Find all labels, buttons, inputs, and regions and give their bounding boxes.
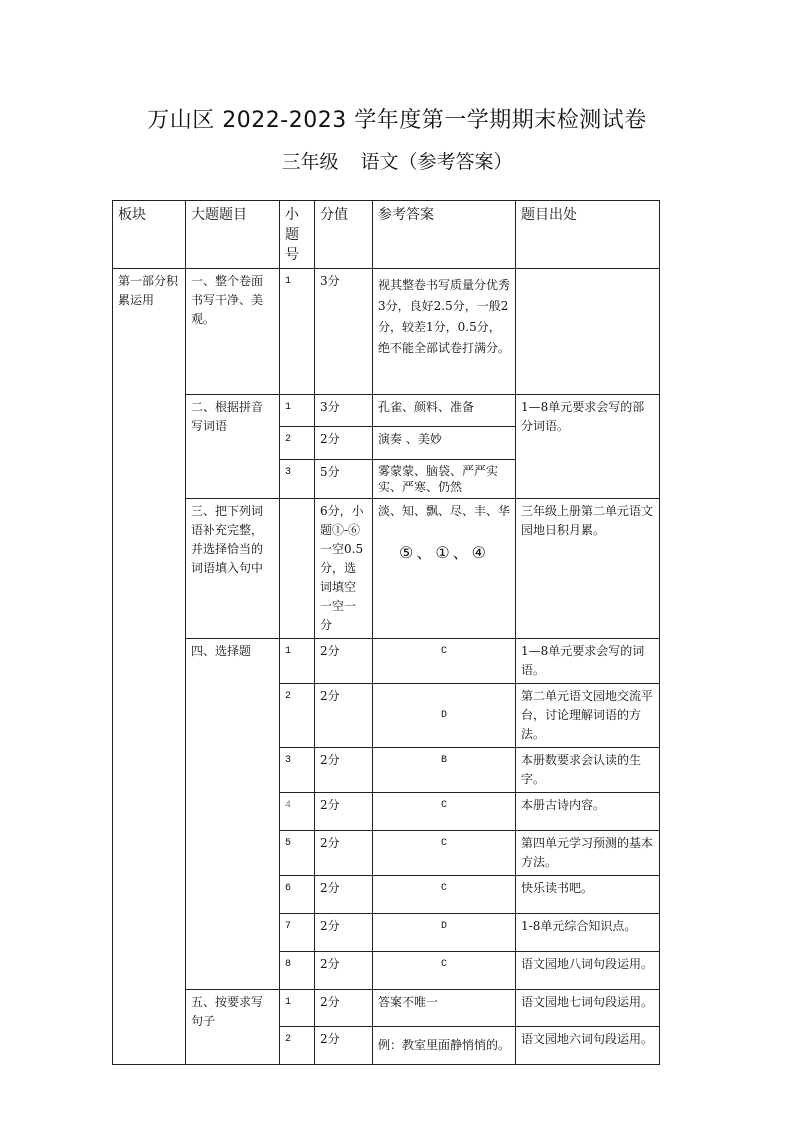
subnumber-cell: 1 bbox=[280, 269, 315, 395]
subnumber-cell: 1 bbox=[280, 639, 315, 684]
answer-cell bbox=[373, 499, 516, 639]
subnumber-cell: 3 bbox=[280, 460, 315, 499]
header-answer: 参考答案 bbox=[373, 201, 516, 269]
header-source: 题目出处 bbox=[516, 201, 660, 269]
score-cell: 6分，小题①-⑥一空0.5分，选词填空一空一分 bbox=[315, 499, 373, 639]
source-cell: 快乐读书吧。 bbox=[516, 876, 660, 914]
answer-cell: B bbox=[373, 748, 516, 793]
header-section: 板块 bbox=[113, 201, 186, 269]
answer-cell: C bbox=[373, 831, 516, 876]
subnumber-cell: 3 bbox=[280, 748, 315, 793]
question-title: 四、选择题 bbox=[186, 639, 280, 990]
header-subnumber: 小题号 bbox=[280, 201, 315, 269]
subnumber-cell: 8 bbox=[280, 952, 315, 990]
source-cell: 第二单元语文园地交流平台，讨论理解词语的方法。 bbox=[516, 684, 660, 748]
answer-line-1: 淡、知、飘、尽、丰、华 bbox=[378, 504, 511, 518]
grade-label: 三年级 bbox=[281, 151, 339, 173]
header-score: 分值 bbox=[315, 201, 373, 269]
score-cell: 2分 bbox=[315, 427, 373, 460]
score-cell: 2分 bbox=[315, 748, 373, 793]
table-header-row bbox=[113, 201, 660, 269]
answer-cell: 视其整卷书写质量分优秀3分，良好2.5分，一般2分，较差1分，0.5分，绝不能全部试卷打满分。 bbox=[373, 269, 516, 395]
score-cell: 2分 bbox=[315, 1027, 373, 1065]
document-subtitle bbox=[0, 147, 794, 174]
answer-cell: C bbox=[373, 876, 516, 914]
answer-line-2: ⑤、①、④ bbox=[398, 543, 490, 562]
table-row bbox=[113, 499, 660, 639]
source-cell: 三年级上册第二单元语文园地日积月累。 bbox=[516, 499, 660, 639]
source-cell: 语文园地六词句段运用。 bbox=[516, 1027, 660, 1065]
subnumber-cell: 5 bbox=[280, 831, 315, 876]
score-cell: 2分 bbox=[315, 914, 373, 952]
answer-cell: D bbox=[373, 684, 516, 748]
score-cell: 3分 bbox=[315, 269, 373, 395]
answer-cell: 孔雀、颜料、准备 bbox=[373, 395, 516, 427]
section-cell: 第一部分积累运用 bbox=[113, 269, 186, 1065]
subnumber-cell: 2 bbox=[280, 684, 315, 748]
subnumber-cell bbox=[280, 499, 315, 639]
question-title: 二、根据拼音写词语 bbox=[186, 395, 280, 499]
subnumber-cell: 1 bbox=[280, 395, 315, 427]
source-cell: 1-8单元综合知识点。 bbox=[516, 914, 660, 952]
source-cell: 语文园地八词句段运用。 bbox=[516, 952, 660, 990]
table-row bbox=[113, 269, 660, 395]
score-cell: 5分 bbox=[315, 460, 373, 499]
question-title: 三、把下列词语补充完整，并选择恰当的词语填入句中 bbox=[186, 499, 280, 639]
source-cell: 本册古诗内容。 bbox=[516, 793, 660, 831]
source-cell bbox=[516, 269, 660, 395]
question-title: 一、整个卷面书写干净、美观。 bbox=[186, 269, 280, 395]
score-cell: 2分 bbox=[315, 952, 373, 990]
answer-cell: 例：教室里面静悄悄的。 bbox=[373, 1027, 516, 1065]
subject-label: 语文（参考答案） bbox=[360, 151, 513, 173]
answer-table bbox=[112, 200, 660, 1065]
score-cell: 2分 bbox=[315, 684, 373, 748]
answer-cell: 演奏 、美妙 bbox=[373, 427, 516, 460]
table-row bbox=[113, 639, 660, 684]
score-cell: 3分 bbox=[315, 395, 373, 427]
table-row bbox=[113, 990, 660, 1027]
question-title: 五、按要求写句子 bbox=[186, 990, 280, 1065]
subnumber-cell: 6 bbox=[280, 876, 315, 914]
source-cell: 1—8单元要求会写的部分词语。 bbox=[516, 395, 660, 499]
table-row bbox=[113, 395, 660, 427]
answer-cell: 雾蒙蒙、脑袋、严严实实、严寒、仍然 bbox=[373, 460, 516, 499]
source-cell: 1—8单元要求会写的词语。 bbox=[516, 639, 660, 684]
answer-cell: C bbox=[373, 793, 516, 831]
answer-cell: D bbox=[373, 914, 516, 952]
score-cell: 2分 bbox=[315, 831, 373, 876]
subnumber-cell: 1 bbox=[280, 990, 315, 1027]
subnumber-cell: 7 bbox=[280, 914, 315, 952]
source-cell: 本册数要求会认读的生字。 bbox=[516, 748, 660, 793]
answer-cell: C bbox=[373, 639, 516, 684]
score-cell: 2分 bbox=[315, 990, 373, 1027]
subnumber-cell: 2 bbox=[280, 1027, 315, 1065]
score-cell: 2分 bbox=[315, 793, 373, 831]
source-cell: 第四单元学习预测的基本方法。 bbox=[516, 831, 660, 876]
document-title: 万山区 2022-2023 学年度第一学期期末检测试卷 bbox=[147, 108, 647, 133]
header-question: 大题题目 bbox=[186, 201, 280, 269]
score-cell: 2分 bbox=[315, 876, 373, 914]
answer-cell: 答案不唯一 bbox=[373, 990, 516, 1027]
answer-cell: C bbox=[373, 952, 516, 990]
subnumber-cell: 2 bbox=[280, 427, 315, 460]
source-cell: 语文园地七词句段运用。 bbox=[516, 990, 660, 1027]
subnumber-cell: 4 bbox=[280, 793, 315, 831]
score-cell: 2分 bbox=[315, 639, 373, 684]
